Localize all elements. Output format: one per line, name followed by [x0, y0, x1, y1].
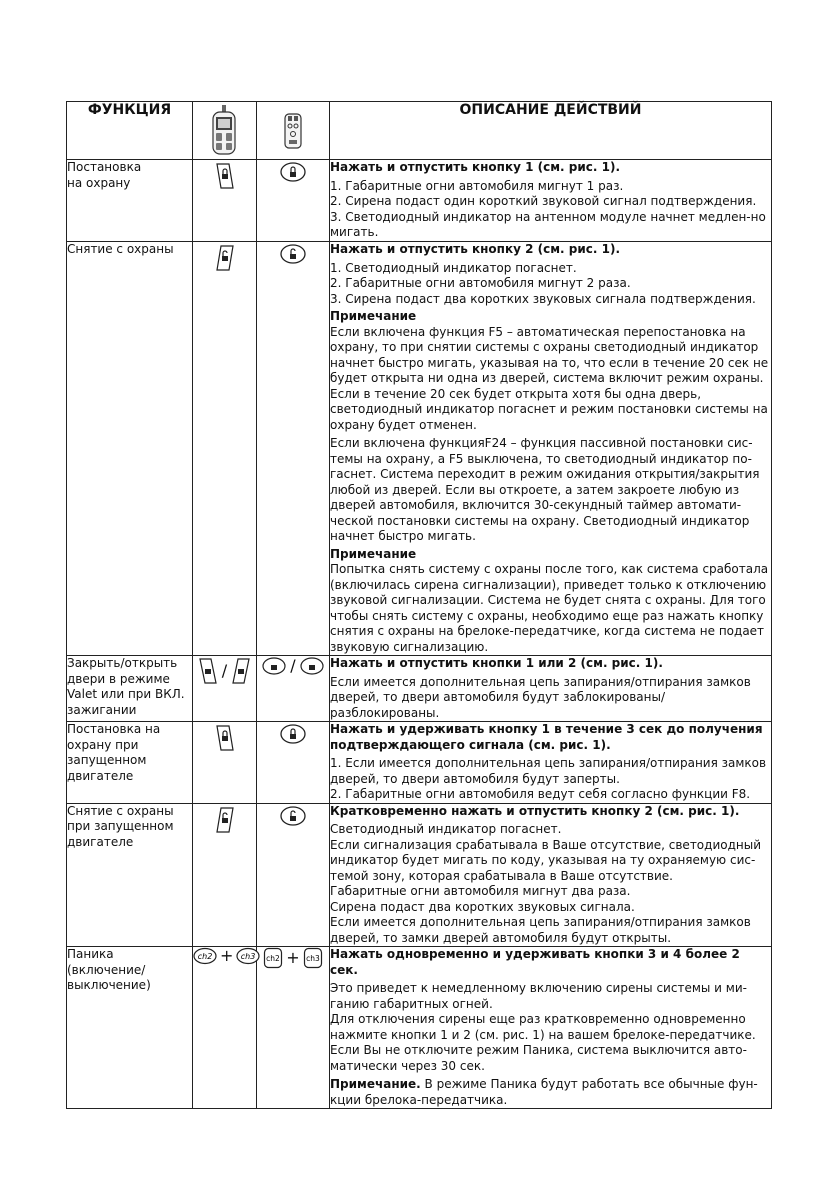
function-name	[67, 242, 193, 656]
action-step: Это приведет к немедленному включению сирены системы и ми-ганию габаритных огней.	[330, 981, 747, 1011]
function-name-text: Постановка на охрану	[67, 160, 142, 190]
action-step: Сирена подаст два коротких звуковых сигнала.	[330, 899, 635, 914]
action-title: Нажать одновременно и удерживать кнопки 3 и 4 более 2 сек.	[330, 947, 740, 977]
plus-sign: +	[286, 948, 300, 967]
lcd-fob-button-cell	[193, 160, 257, 242]
action-title: Нажать и отпустить кнопку 2 (см. рис. 1).	[330, 242, 621, 256]
function-name	[67, 803, 193, 947]
note-text: Попытка снять систему с охраны после того, как система сработала (включилась сирена сигнализации), приведет только к отключению звуковой сигнализации. Система не будет снята с охраны. Для того чтобы снять систему с охраны, необходимо еще раз нажать кнопку снятия с охраны на брелоке-передатчике, когда система не подает звуковую сигнализацию.	[330, 562, 769, 654]
compact-fob-lock-button-icon	[257, 160, 329, 184]
action-step: 2. Сирена подаст один короткий звуковой сигнал подтверждения.	[330, 194, 757, 208]
action-step: 1. Светодиодный индикатор погаснет.	[330, 260, 577, 275]
function-name-text: Снятие с охраны	[67, 242, 174, 256]
action-description	[330, 160, 772, 242]
ch2-label: ch2	[197, 952, 213, 961]
ch3-button-icon	[236, 947, 260, 965]
function-name	[67, 656, 193, 722]
ch3-label: ch3	[241, 952, 256, 961]
action-step: Если имеется дополнительная цепь запирания/отпирания замков дверей, то двери автомобиля будут заблокированы/ разблокированы.	[330, 674, 751, 720]
action-step: 1. Габаритные огни автомобиля мигнут 1 раз.	[330, 178, 624, 193]
lcd-fob-column-header	[193, 102, 257, 160]
action-description	[330, 722, 772, 804]
table-header-row	[67, 102, 772, 160]
separator: /	[221, 661, 228, 680]
compact-key-fob-icon	[257, 102, 329, 159]
lcd-fob-lock-button-icon	[197, 656, 219, 686]
compact-fob-unlock-button-icon	[257, 804, 329, 828]
function-name-text: Постановка на охрану при запущенном двигателе	[67, 722, 161, 783]
compact-fob-lock-button-icon	[257, 722, 329, 746]
note-heading: Примечание	[330, 309, 417, 323]
lcd-key-fob-icon	[193, 102, 256, 159]
action-description	[330, 947, 772, 1109]
lcd-fob-unlock-button-icon	[193, 804, 256, 836]
action-title: Нажать и удерживать кнопку 1 в течение 3 сек до получения подтверждающего сигнала (см. рис. 1).	[330, 722, 763, 752]
action-step: 2. Габаритные огни автомобиля мигнут 2 раза.	[330, 276, 631, 290]
lcd-fob-unlock-button-icon	[230, 656, 252, 686]
functions-table	[66, 101, 772, 1109]
lcd-fob-button-cell	[193, 803, 257, 947]
compact-fob-unlock-button-icon	[257, 242, 329, 266]
compact-fob-unlock-button-icon	[299, 656, 325, 676]
compact-fob-button-cell	[257, 656, 330, 722]
note-text: В режиме Паника будут работать все обычные фун-кции брелока-передатчика.	[330, 1077, 758, 1107]
compact-fob-button-cell	[257, 242, 330, 656]
action-description	[330, 242, 772, 656]
lcd-fob-button-cell	[193, 242, 257, 656]
action-title: Нажать и отпустить кнопку 1 (см. рис. 1).	[330, 160, 621, 174]
action-step: Для отключения сирены еще раз кратковременно одновременно нажмите кнопки 1 и 2 (см. рис. 1) на вашем брелоке-передатчике. Если Вы не отключите режим Паника, система выключится авто-матически через 30 сек.	[330, 1012, 756, 1073]
action-description	[330, 803, 772, 947]
note-text: Если включена функцияF24 – функция пассивной постановки сис-темы на охрану, а F5 выключена, то светодиодный индикатор по-гаснет. Система переходит в режим ожидания открытия/закрытия любой из дверей. Если вы откроете, а затем закроете любую из дверей автомобиля, включится 30-секундный таймер автомати-ческой постановки системы на охрану. Светодиодный индикатор начнет быстро мигать.	[330, 436, 760, 543]
table-row	[67, 656, 772, 722]
ch2-label: ch2	[266, 954, 281, 963]
panic-note	[330, 1077, 771, 1108]
action-step: 3. Светодиодный индикатор на антенном модуле начнет медлен-но мигать.	[330, 209, 766, 239]
lcd-fob-lock-button-icon	[193, 722, 256, 754]
action-step: 1. Если имеется дополнительная цепь запирания/отпирания замков дверей, то двери автомобиля будут заперты.	[330, 756, 767, 786]
action-step: 2. Габаритные огни автомобиля ведут себя согласно функции F8.	[330, 787, 751, 801]
action-step: Светодиодный индикатор погаснет.	[330, 822, 562, 836]
function-name-text: Закрыть/открыть двери в режиме Valet или при ВКЛ. зажигании	[67, 656, 185, 717]
table-row	[67, 722, 772, 804]
lcd-fob-button-cell	[193, 947, 257, 1109]
function-name-text: Паника (включение/ выключение)	[67, 947, 151, 992]
action-step: Если имеется дополнительная цепь запирания/отпирания замков дверей, то замки дверей автомобиля будут открыты.	[330, 915, 751, 945]
lcd-fob-lock-button-icon	[193, 160, 256, 192]
function-name-text: Снятие с охраны при запущенном двигателе	[67, 803, 174, 849]
note-text: Если включена функция F5 – автоматическая перепостановка на охрану, то при снятии системы с охраны светодиодный индикатор начнет быстро мигать, указывая на то, что если в течение 20 сек не будет открыта ни одна из дверей, система включит режим охраны. Если в течение 20 сек будет открыта хотя бы одна дверь, светодиодный индикатор погаснет и режим постановки системы на охрану будет отменен.	[330, 324, 769, 432]
action-step: Если сигнализация срабатывала в Ваше отсутствие, светодиодный индикатор будет мигать по коду, указывая на ту охраняемую сис-темой зону, которая срабатывала в Ваше отсутствие.	[330, 837, 761, 883]
separator: /	[290, 656, 296, 675]
table-row	[67, 160, 772, 242]
compact-fob-buttons	[261, 656, 324, 676]
action-step: 3. Сирена подаст два коротких звуковых сигнала подтверждения.	[330, 291, 756, 306]
table-row	[67, 242, 772, 656]
function-name	[67, 160, 193, 242]
ch2-button-icon	[193, 947, 217, 965]
ch2-button-icon	[263, 947, 283, 969]
compact-fob-button-cell	[257, 803, 330, 947]
compact-fob-lock-button-icon	[261, 656, 287, 676]
table-row	[67, 947, 772, 1109]
note-heading: Примечание	[330, 546, 417, 561]
function-name	[67, 947, 193, 1109]
compact-fob-button-cell	[257, 160, 330, 242]
ch3-button-icon	[303, 947, 323, 969]
note-heading: Примечание.	[330, 1077, 421, 1091]
description-column-header: ОПИСАНИЕ ДЕЙСТВИЙ	[330, 102, 772, 160]
action-step: Габаритные огни автомобиля мигнут два раза.	[330, 884, 631, 898]
function-name	[67, 722, 193, 804]
plus-sign: +	[220, 946, 234, 965]
compact-fob-button-cell	[257, 722, 330, 804]
action-title: Кратковременно нажать и отпустить кнопку 2 (см. рис. 1).	[330, 803, 740, 818]
lcd-fob-button-cell	[193, 722, 257, 804]
table-row	[67, 803, 772, 947]
compact-fob-button-cell	[257, 947, 330, 1109]
action-title: Нажать и отпустить кнопки 1 или 2 (см. рис. 1).	[330, 656, 663, 670]
lcd-fob-buttons	[197, 656, 252, 686]
lcd-fob-buttons	[193, 947, 260, 965]
action-description	[330, 656, 772, 722]
function-column-header: ФУНКЦИЯ	[67, 102, 193, 160]
lcd-fob-unlock-button-icon	[193, 242, 256, 274]
lcd-fob-button-cell	[193, 656, 257, 722]
compact-fob-column-header	[257, 102, 330, 160]
ch3-label: ch3	[305, 954, 320, 963]
compact-fob-buttons	[263, 947, 322, 969]
